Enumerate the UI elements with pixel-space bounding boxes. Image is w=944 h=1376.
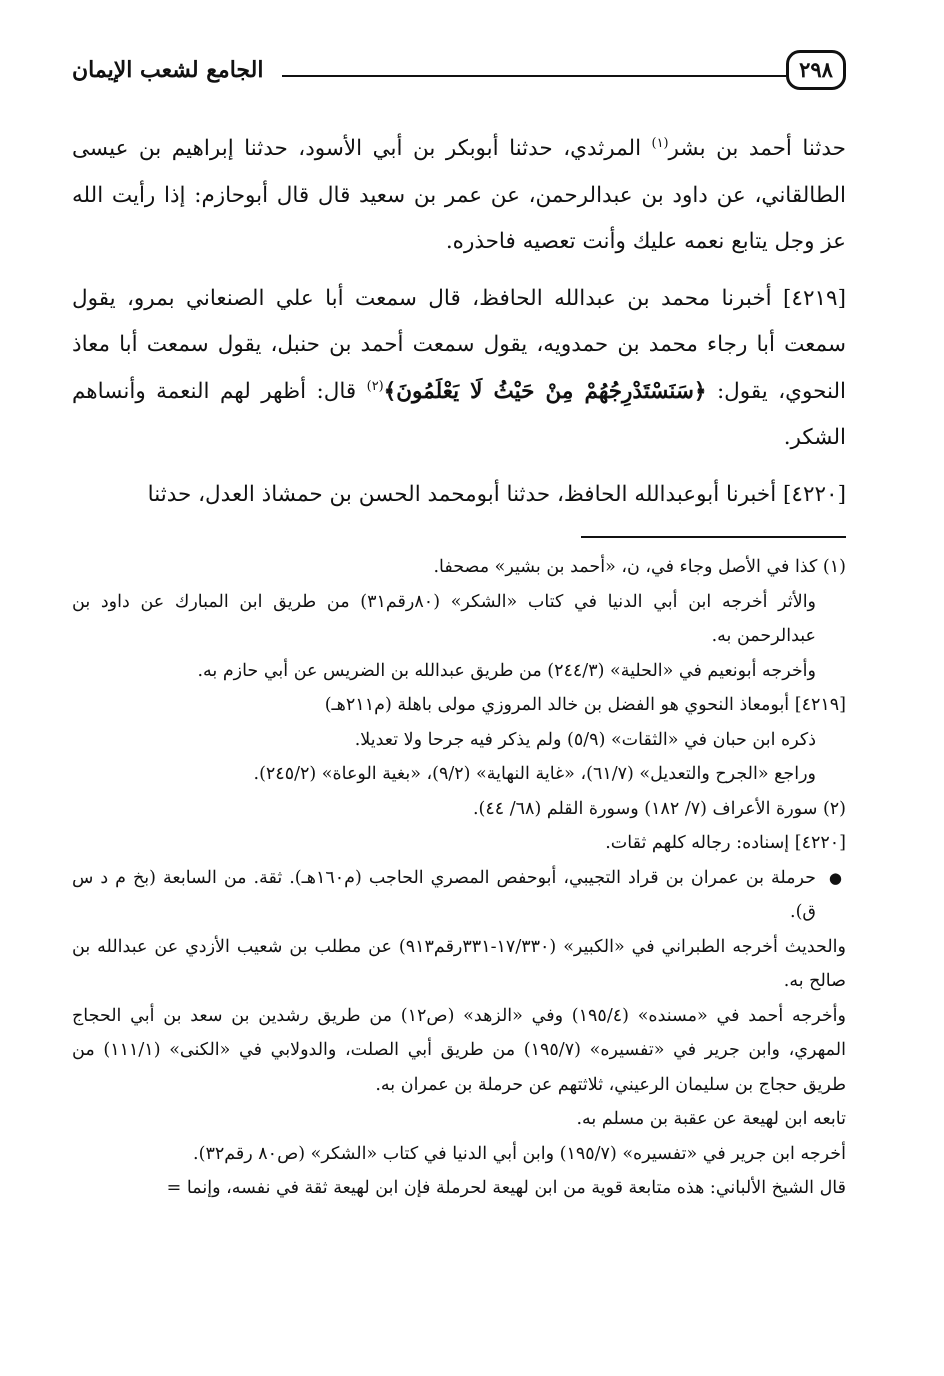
footnote-4219: [٤٢١٩] أبومعاذ النحوي هو الفضل بن خالد المروزي مولى باهلة (م٢١١هـ) <box>324 695 846 715</box>
footnote-line: وأخرجه أحمد في «مسنده» (١٩٥/٤) وفي «الزهد» (ص١٢) من طريق رشدين بن سعد بن أبي الحجاج المهري، وابن جرير في «تفسيره» (١٩٥/٧) من طريق أبي الصلت، والدولابي في «الكنى» (١١١/١) من طريق حجاج بن سليمان الرعيني، ثلاثتهم عن حرملة بن عمران به. <box>72 1005 846 1095</box>
footnote-line: والحديث أخرجه الطبراني في «الكبير» (١٧/٣٣٠-٣٣١رقم٩١٣) عن مطلب بن شعيب الأزدي عن عبدالله بن صالح به. <box>72 936 846 991</box>
footnote-bullet <box>72 861 846 930</box>
footnote-ref-1: (١) <box>651 135 669 151</box>
main-text <box>72 126 846 518</box>
paragraph-4219 <box>72 276 846 462</box>
bullet-icon: ● <box>828 868 842 887</box>
footnote-line: ذكره ابن حبان في «الثقات» (٥/٩) ولم يذكر فيه جرحا ولا تعديلا. <box>354 729 816 750</box>
running-header <box>72 50 846 100</box>
quran-verse: ﴿سَنَسْتَدْرِجُهُمْ مِنْ حَيْثُ لَا يَعْلَمُونَ﴾ <box>383 378 707 404</box>
paragraph-4219-text-b: قال: أظهر لهم النعمة وأنساهم الشكر. <box>72 378 846 450</box>
footnote-4220: [٤٢٢٠] إسناده: رجاله كلهم ثقات. <box>605 833 846 853</box>
paragraph-4220: [٤٢٢٠] أخبرنا أبوعبدالله الحافظ، حدثنا أبومحمد الحسن بن حمشاذ العدل، حدثنا <box>147 481 846 507</box>
paragraph-1-text-b: المرثدي، حدثنا أبوبكر بن أبي الأسود، حدثنا إبراهيم بن عيسى الطالقاني، عن داود بن عبدالرحمن، عن عمر بن سعيد قال قال أبوحازم: إذا رأيت الله عز وجل يتابع نعمه عليك وأنت تعصيه فاحذره. <box>72 136 846 254</box>
footnote-bullet-text: حرملة بن عمران بن قراد التجيبي، أبوحفص المصري الحاجب (م١٦٠هـ). ثقة. من السابعة (بخ م د س ق). <box>72 867 816 922</box>
footnote-line: قال الشيخ الألباني: هذه متابعة قوية من ابن لهيعة لحرملة فإن ابن لهيعة ثقة في نفسه، وإنما = <box>166 1178 846 1198</box>
footnote-2: (٢) سورة الأعراف (٧/ ١٨٢) وسورة القلم (٦٨/ ٤٤). <box>472 798 846 819</box>
footnote-line: تابعه ابن لهيعة عن عقبة بن مسلم به. <box>576 1109 846 1129</box>
footnote-line: أخرجه ابن جرير في «تفسيره» (١٩٥/٧) وابن أبي الدنيا في كتاب «الشكر» (ص٨٠ رقم٣٢). <box>193 1143 846 1164</box>
page-number: ٢٩٨ <box>786 50 846 90</box>
footnote-line: وأخرجه أبونعيم في «الحلية» (٢٤٤/٣) من طريق عبدالله بن الضريس عن أبي حازم به. <box>197 660 816 681</box>
footnote-line: وراجع «الجرح والتعديل» (٦١/٧)، «غاية النهاية» (٩/٢)، «بغية الوعاة» (٢٤٥/٢). <box>253 764 816 784</box>
paragraph-1 <box>72 126 846 266</box>
footnote-line: والأثر أخرجه ابن أبي الدنيا في كتاب «الشكر» (٨٠رقم٣١) من طريق ابن المبارك عن داود بن عبدالرحمن به. <box>72 591 817 646</box>
footnote-ref-2: (٢) <box>366 378 384 394</box>
book-title: الجامع لشعب الإيمان <box>72 57 264 83</box>
footnote-1: (١) كذا في الأصل وجاء في، ن، «أحمد بن بشير» مصحفا. <box>433 557 846 577</box>
footnotes <box>72 550 846 1206</box>
paragraph-1-text-a: حدثنا أحمد بن بشر <box>668 136 846 161</box>
footnote-divider <box>581 536 846 538</box>
paragraph-4219-text-a: [٤٢١٩] أخبرنا محمد بن عبدالله الحافظ، قال سمعت أبا علي الصنعاني بمرو، يقول سمعت أبا رجاء محمد بن حمدويه، يقول سمعت أحمد بن حنبل، يقول سمعت أبا معاذ النحوي، يقول: <box>72 285 846 404</box>
book-page <box>72 50 846 1350</box>
header-rule <box>282 75 786 77</box>
